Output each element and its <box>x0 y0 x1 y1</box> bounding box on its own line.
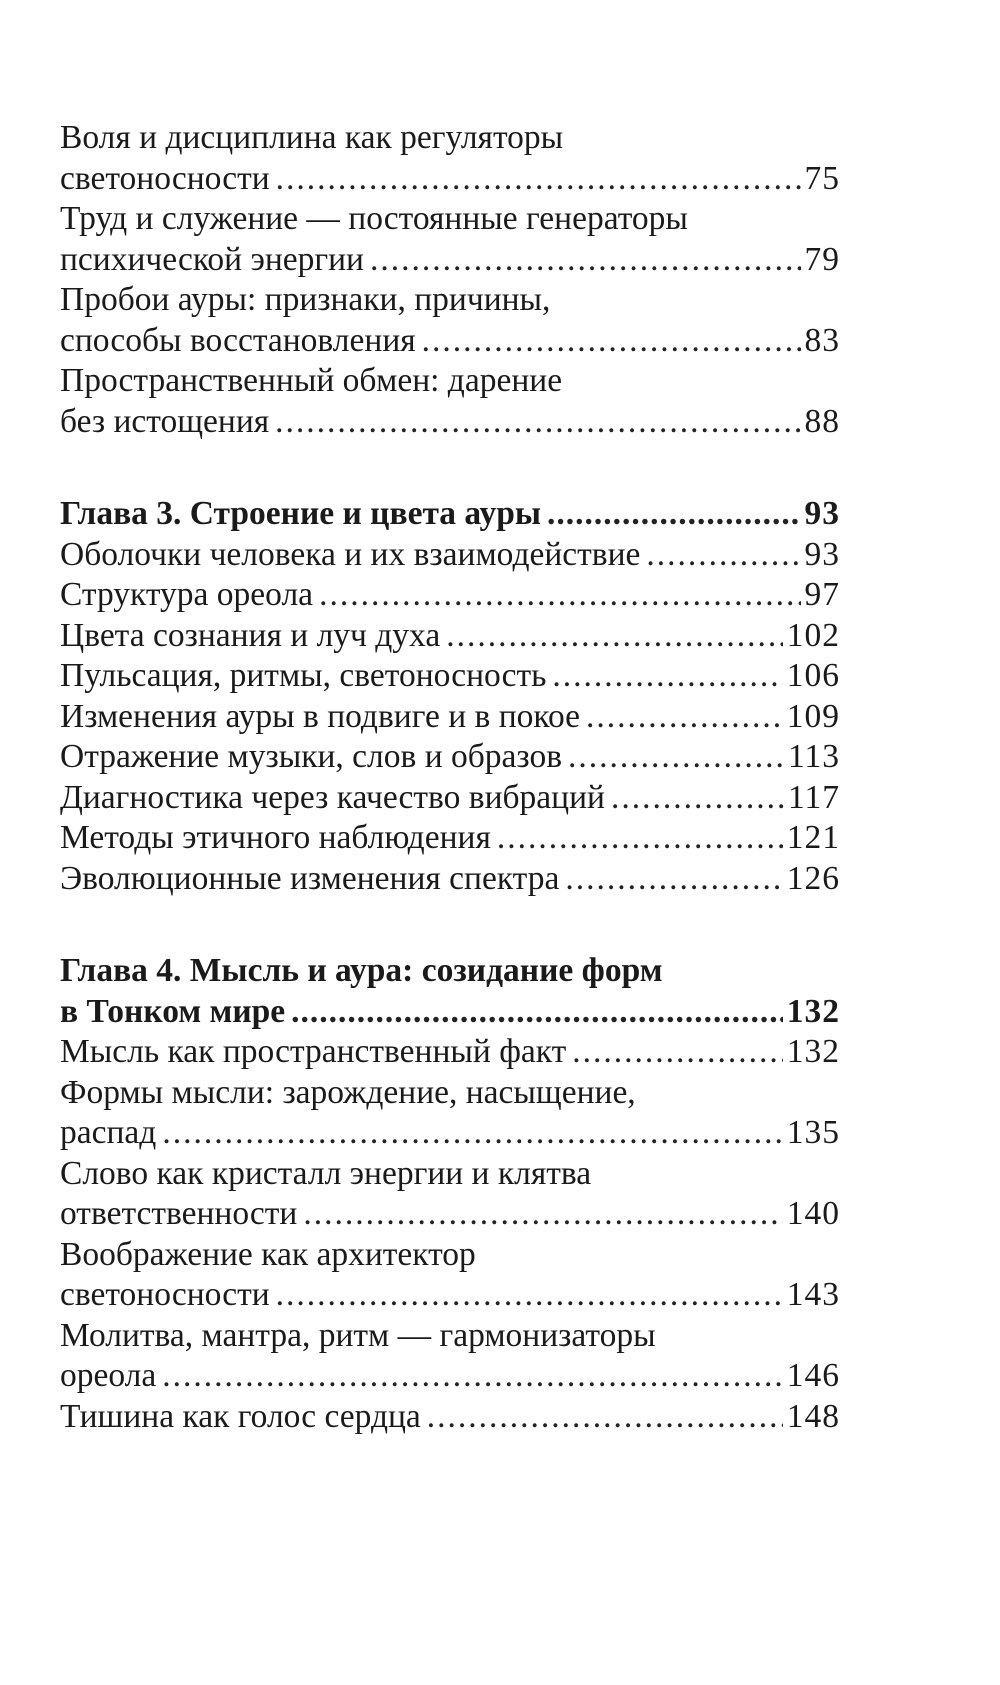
toc-page-number: 140 <box>786 1195 840 1232</box>
toc-entry <box>60 656 840 697</box>
toc-entry <box>60 616 840 657</box>
toc-entry-title-line: Труд и служение — постоянные генераторы <box>60 200 688 237</box>
toc-chapter-entry <box>60 951 840 1032</box>
dot-leader <box>586 697 783 738</box>
toc-entry <box>60 737 840 778</box>
toc-entry-title-line: светоносности <box>60 1276 270 1313</box>
dot-leader <box>370 240 801 281</box>
toc-entry-title-line: Оболочки человека и их взаимодействие <box>60 535 641 573</box>
toc-page-number: 83 <box>804 321 840 359</box>
toc-entry-title-line: Тишина как голос сердца <box>60 1397 421 1435</box>
toc-section <box>60 951 840 1437</box>
toc-section <box>60 494 840 899</box>
dot-leader <box>276 159 801 200</box>
toc-entry-title-line: Пространственный обмен: дарение <box>60 362 563 399</box>
dot-leader <box>162 1356 782 1397</box>
toc-entry-last-line <box>60 656 840 697</box>
toc-entry-last-line <box>60 818 840 859</box>
toc-entry-title-line: ответственности <box>60 1195 298 1232</box>
toc-entry-last-line <box>60 737 840 778</box>
toc-entry <box>60 859 840 900</box>
toc-entry-last-line <box>60 240 840 281</box>
toc-page-number: 132 <box>786 1033 840 1070</box>
toc-entry-title-line: Воля и дисциплина как регуляторы <box>60 119 564 156</box>
toc-entry-title-line: Слово как кристалл энергии и клятва <box>60 1154 592 1192</box>
toc-entry-last-line <box>60 575 840 616</box>
toc-entry <box>60 361 840 442</box>
toc-entry-title-line: Мысль как пространственный факт <box>60 1033 567 1070</box>
toc-page-number: 135 <box>786 1114 840 1151</box>
toc-entry-last-line <box>60 992 840 1033</box>
toc-entry-title-line: способы восстановления <box>60 321 416 359</box>
toc-page-number: 97 <box>804 576 840 613</box>
dot-leader <box>291 992 783 1033</box>
toc-entry-title-line: распад <box>60 1114 157 1151</box>
toc-entry-last-line <box>60 778 840 819</box>
toc-entry-last-line <box>60 1397 840 1438</box>
toc-entry-title-line: без истощения <box>60 402 270 440</box>
dot-leader <box>565 859 782 900</box>
toc-page-number: 106 <box>786 657 840 694</box>
toc-entry <box>60 1397 840 1438</box>
toc-entry-title-line: Цвета сознания и луч духа <box>60 616 441 654</box>
toc-entry-title-line: Пробои ауры: признаки, причины, <box>60 281 551 318</box>
toc-page-number: 126 <box>786 859 840 897</box>
toc-entry <box>60 1316 840 1397</box>
toc-entry <box>60 1235 840 1316</box>
toc-entry-title-line: Эволюционные изменения спектра <box>60 859 560 897</box>
toc-page-number: 143 <box>786 1276 840 1313</box>
toc-section <box>60 118 840 442</box>
toc-entry <box>60 697 840 738</box>
toc-page-number: 79 <box>804 240 840 278</box>
toc-page-number: 102 <box>786 616 840 654</box>
toc-page-number: 93 <box>804 535 840 573</box>
toc-entry-title-line: Структура ореола <box>60 576 314 613</box>
dot-leader <box>275 402 800 443</box>
toc-entry <box>60 1032 840 1073</box>
toc-page-number: 148 <box>786 1397 840 1435</box>
toc-page-number: 121 <box>786 819 840 856</box>
toc-page-number: 88 <box>804 402 840 440</box>
toc-page-number: 117 <box>787 778 840 816</box>
toc-entry-title-line: в Тонком мире <box>60 992 286 1030</box>
toc-entry-last-line <box>60 1356 840 1397</box>
toc-entry-title-line: светоносности <box>60 159 270 197</box>
dot-leader <box>568 737 784 778</box>
dot-leader <box>572 1032 782 1073</box>
dot-leader <box>646 535 800 576</box>
toc-entry <box>60 118 840 199</box>
toc-page-number: 132 <box>786 992 840 1030</box>
toc-entry-title-line: психической энергии <box>60 240 364 278</box>
dot-leader <box>547 494 800 535</box>
toc-page-number: 113 <box>787 738 840 775</box>
toc-entry-last-line <box>60 402 840 443</box>
dot-leader <box>497 818 783 859</box>
toc-entry <box>60 1154 840 1235</box>
dot-leader <box>162 1113 782 1154</box>
toc-entry-last-line <box>60 535 840 576</box>
toc-entry-title-line: Глава 3. Строение и цвета ауры <box>60 495 542 532</box>
dot-leader <box>552 656 782 697</box>
toc-entry <box>60 535 840 576</box>
toc-page-number: 109 <box>786 697 840 735</box>
dot-leader <box>303 1194 782 1235</box>
toc-entry-last-line <box>60 616 840 657</box>
toc-entry-last-line <box>60 321 840 362</box>
toc-entry-title-line: Формы мысли: зарождение, насыщение, <box>60 1073 636 1111</box>
dot-leader <box>427 1397 783 1438</box>
toc-entry-title-line: Изменения ауры в подвиге и в покое <box>60 697 581 735</box>
toc-entry-last-line <box>60 159 840 200</box>
toc-page-number: 146 <box>786 1357 840 1394</box>
dot-leader <box>422 321 801 362</box>
toc-entry-title-line: Отражение музыки, слов и образов <box>60 738 563 775</box>
dot-leader <box>611 778 784 819</box>
toc-entry-last-line <box>60 697 840 738</box>
toc-entry <box>60 778 840 819</box>
toc-entry-title-line: Воображение как архитектор <box>60 1235 476 1273</box>
toc-entry-title-line: ореола <box>60 1357 157 1394</box>
table-of-contents <box>60 118 840 1437</box>
toc-entry-last-line <box>60 494 840 535</box>
dot-leader <box>319 575 800 616</box>
toc-entry-last-line <box>60 1275 840 1316</box>
toc-entry <box>60 1073 840 1154</box>
toc-page-number: 75 <box>804 159 840 197</box>
toc-entry-title-line: Диагностика через качество вибраций <box>60 778 605 816</box>
dot-leader <box>446 616 783 657</box>
toc-entry <box>60 280 840 361</box>
toc-entry-last-line <box>60 859 840 900</box>
toc-entry-title-line: Методы этичного наблюдения <box>60 819 491 856</box>
toc-entry-last-line <box>60 1032 840 1073</box>
toc-entry <box>60 199 840 280</box>
toc-entry-title-line: Пульсация, ритмы, светоносность <box>60 657 547 694</box>
toc-entry-last-line <box>60 1113 840 1154</box>
toc-page-number: 93 <box>804 495 840 532</box>
toc-entry <box>60 818 840 859</box>
toc-entry-title-line: Глава 4. Мысль и аура: созидание форм <box>60 952 663 989</box>
toc-entry-last-line <box>60 1194 840 1235</box>
toc-chapter-entry <box>60 494 840 535</box>
dot-leader <box>276 1275 783 1316</box>
toc-entry <box>60 575 840 616</box>
toc-entry-title-line: Молитва, мантра, ритм — гармонизаторы <box>60 1316 656 1354</box>
